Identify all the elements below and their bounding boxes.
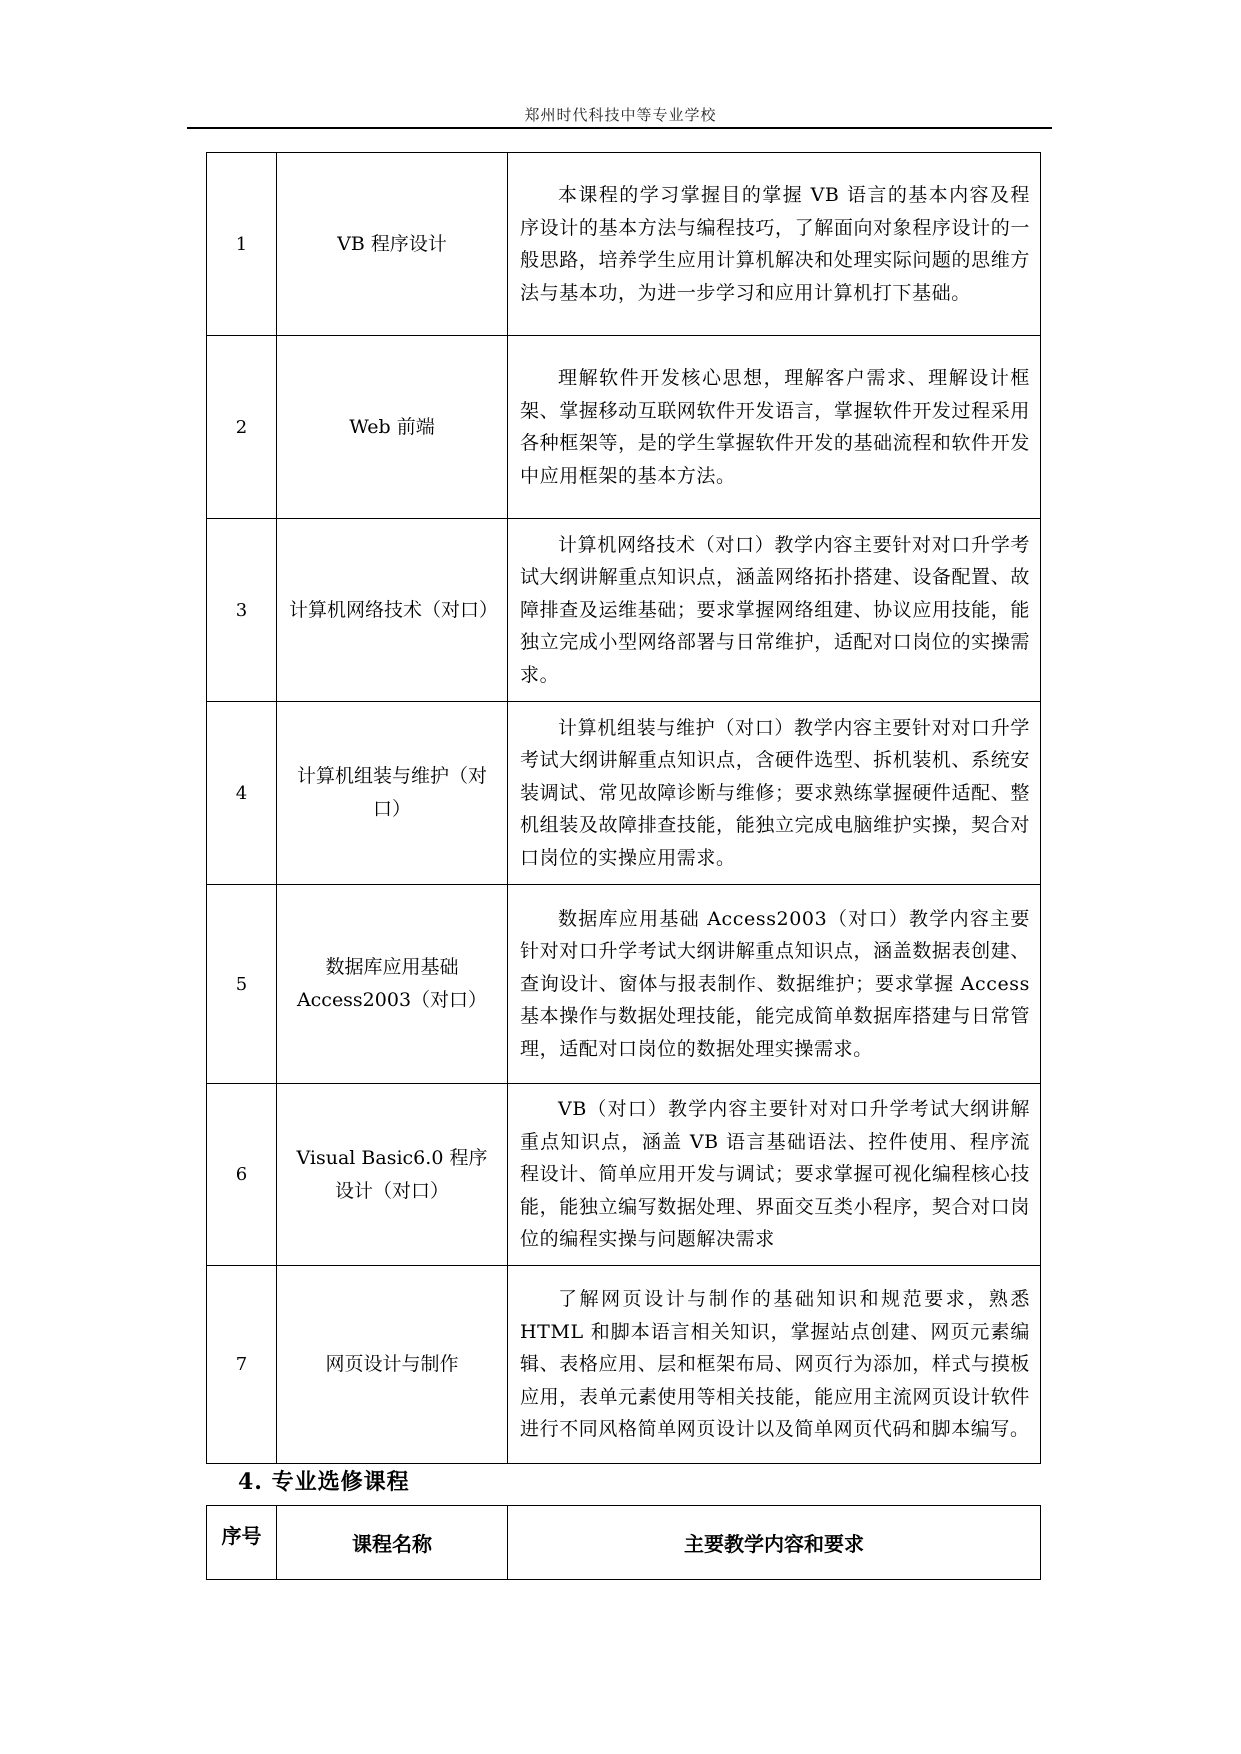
table-row	[207, 519, 1041, 702]
course-description: 数据库应用基础 Access2003（对口）教学内容主要针对对口升学考试大纲讲解重点知识点，涵盖数据表创建、查询设计、窗体与报表制作、数据维护；要求掌握 Access 基本操作与数据处理技能，能完成简单数据库搭建与日常管理，适配对口岗位的数据处理实操需求。	[508, 885, 1041, 1084]
course-index: 2	[207, 336, 277, 519]
table-row	[207, 1084, 1041, 1266]
column-header-content: 主要教学内容和要求	[508, 1506, 1041, 1580]
course-index: 7	[207, 1266, 277, 1464]
course-name: 数据库应用基础 Access2003（对口）	[277, 885, 508, 1084]
course-name: Visual Basic6.0 程序设计（对口）	[277, 1084, 508, 1266]
course-description: VB（对口）教学内容主要针对对口升学考试大纲讲解重点知识点，涵盖 VB 语言基础语法、控件使用、程序流程设计、简单应用开发与调试；要求掌握可视化编程核心技能，能独立编写数据处理、界面交互类小程序，契合对口岗位的编程实操与问题解决需求	[508, 1084, 1041, 1266]
course-index: 5	[207, 885, 277, 1084]
course-name: 网页设计与制作	[277, 1266, 508, 1464]
course-description: 了解网页设计与制作的基础知识和规范要求，熟悉 HTML 和脚本语言相关知识，掌握站点创建、网页元素编辑、表格应用、层和框架布局、网页行为添加，样式与摸板应用，表单元素使用等相关技能，能应用主流网页设计软件进行不同风格简单网页设计以及简单网页代码和脚本编写。	[508, 1266, 1041, 1464]
table-row	[207, 336, 1041, 519]
course-name: Web 前端	[277, 336, 508, 519]
column-header-name: 课程名称	[277, 1506, 508, 1580]
course-description: 本课程的学习掌握目的掌握 VB 语言的基本内容及程序设计的基本方法与编程技巧，了解面向对象程序设计的一般思路，培养学生应用计算机解决和处理实际问题的思维方法与基本功，为进一步学习和应用计算机打下基础。	[508, 153, 1041, 336]
course-description: 理解软件开发核心思想，理解客户需求、理解设计框架、掌握移动互联网软件开发语言，掌握软件开发过程采用各种框架等，是的学生掌握软件开发的基础流程和软件开发中应用框架的基本方法。	[508, 336, 1041, 519]
core-courses-table	[206, 152, 1041, 1464]
course-name: VB 程序设计	[277, 153, 508, 336]
course-index: 3	[207, 519, 277, 702]
course-description: 计算机组装与维护（对口）教学内容主要针对对口升学考试大纲讲解重点知识点，含硬件选型、拆机装机、系统安装调试、常见故障诊断与维修；要求熟练掌握硬件适配、整机组装及故障排查技能，能独立完成电脑维护实操，契合对口岗位的实操应用需求。	[508, 702, 1041, 885]
table-header-row	[207, 1506, 1041, 1580]
course-name: 计算机网络技术（对口）	[277, 519, 508, 702]
table-row	[207, 885, 1041, 1084]
elective-courses-table	[206, 1505, 1041, 1580]
course-index: 1	[207, 153, 277, 336]
header-divider	[187, 127, 1052, 129]
school-header: 郑州时代科技中等专业学校	[524, 106, 717, 124]
column-header-index: 序号	[207, 1506, 277, 1580]
table-row	[207, 702, 1041, 885]
table-row	[207, 1266, 1041, 1464]
course-index: 6	[207, 1084, 277, 1266]
table-row	[207, 153, 1041, 336]
course-index: 4	[207, 702, 277, 885]
section-heading: 4. 专业选修课程	[238, 1469, 410, 1495]
course-name: 计算机组装与维护（对口）	[277, 702, 508, 885]
course-description: 计算机网络技术（对口）教学内容主要针对对口升学考试大纲讲解重点知识点，涵盖网络拓扑搭建、设备配置、故障排查及运维基础；要求掌握网络组建、协议应用技能，能独立完成小型网络部署与日常维护，适配对口岗位的实操需求。	[508, 519, 1041, 702]
